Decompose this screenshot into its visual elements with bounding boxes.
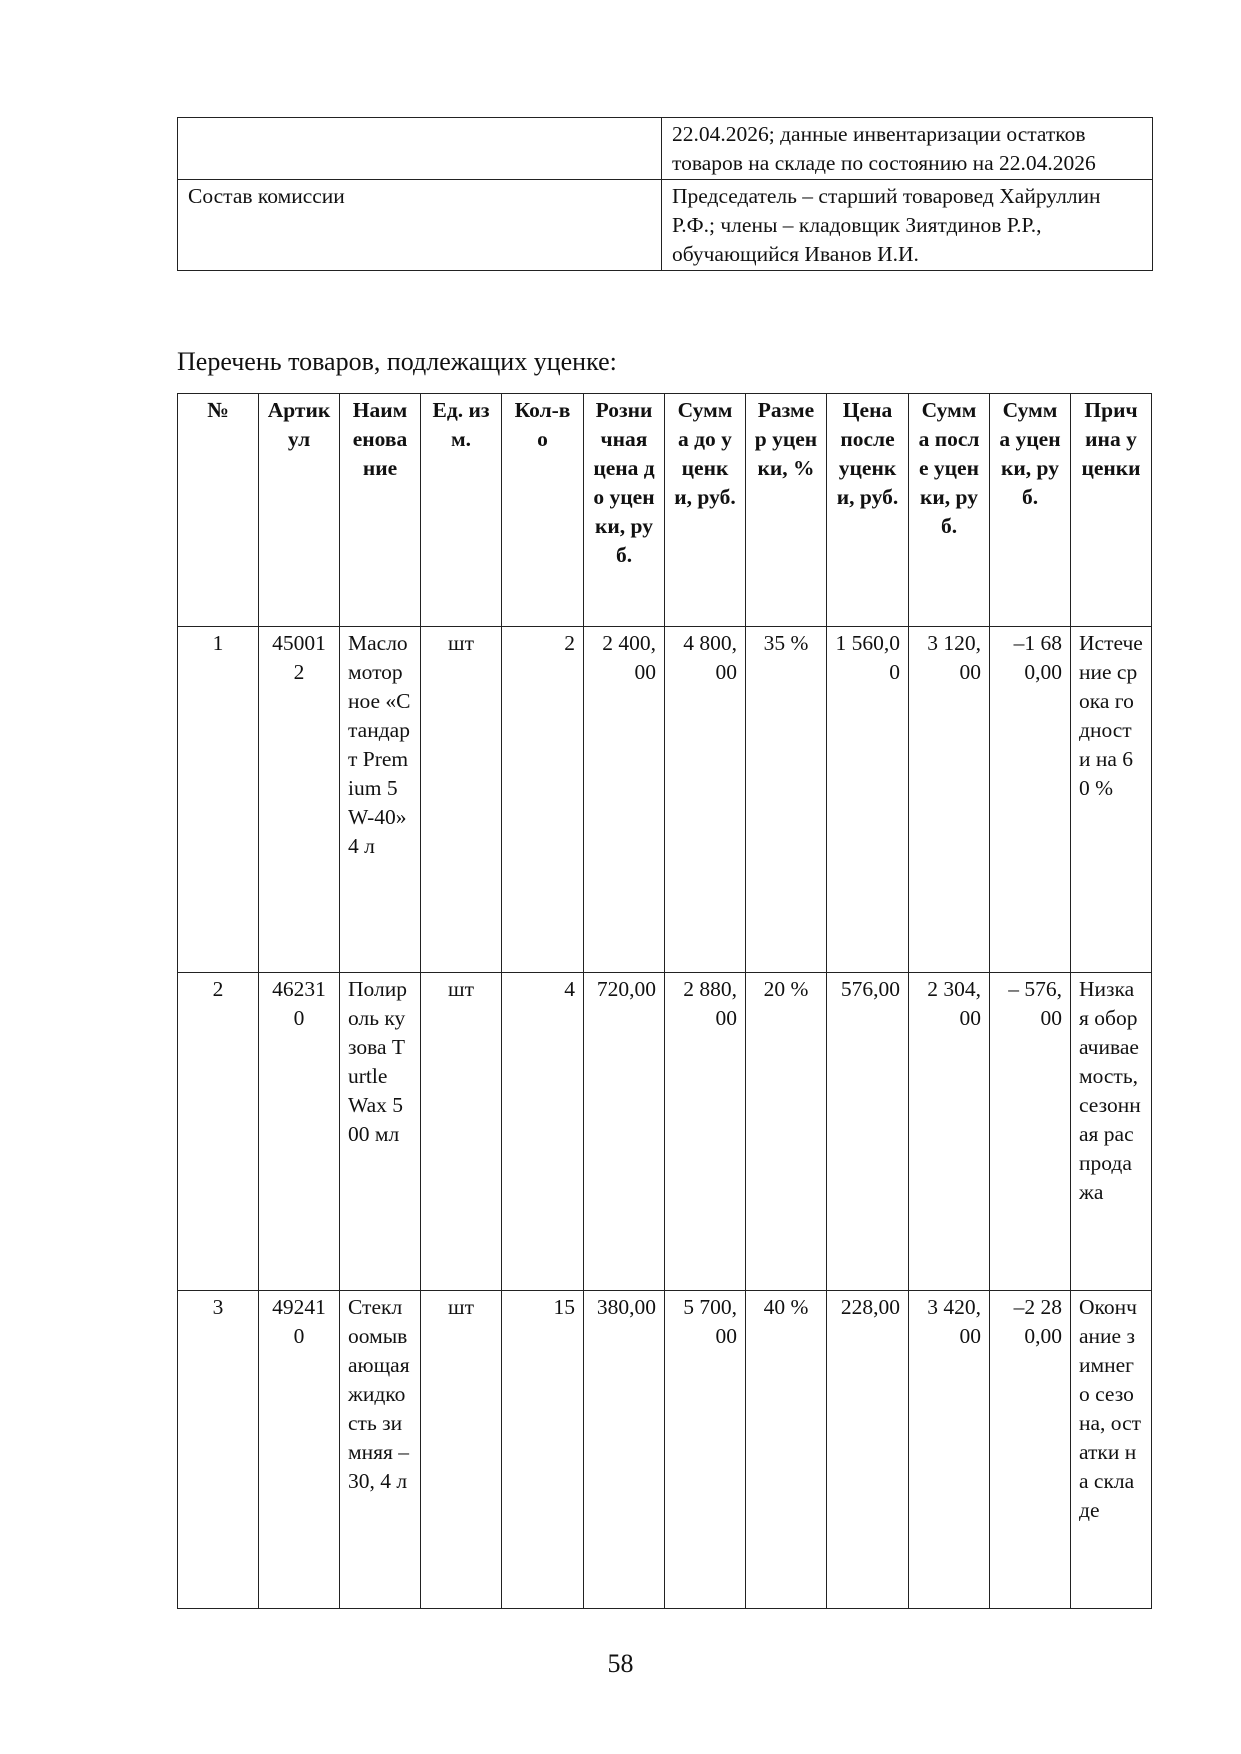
cell-reason: Низкая оборачиваемость, сезонная распродажа: [1071, 973, 1152, 1291]
cell-sum-before: 5 700,00: [665, 1291, 746, 1609]
column-header-unit: Ед. изм.: [421, 394, 502, 627]
table-header-row: [178, 394, 1152, 627]
cell-sum-after: 2 304,00: [909, 973, 990, 1291]
column-header-article: Артикул: [259, 394, 340, 627]
cell-unit: шт: [421, 973, 502, 1291]
cell-quantity: 15: [502, 1291, 584, 1609]
column-header-quantity: Кол-во: [502, 394, 584, 627]
cell-article: 462310: [259, 973, 340, 1291]
info-value: 22.04.2026; данные инвентаризации остатков товаров на складе по состоянию на 22.04.2026: [662, 118, 1153, 180]
cell-sum-before: 2 880,00: [665, 973, 746, 1291]
cell-price-after: 228,00: [827, 1291, 909, 1609]
cell-reason: Окончание зимнего сезона, остатки на складе: [1071, 1291, 1152, 1609]
cell-price-after: 1 560,00: [827, 627, 909, 973]
column-header-price-before: Розничная цена до уценки, руб.: [584, 394, 665, 627]
table-row: [178, 973, 1152, 1291]
column-header-reason: Причина уценки: [1071, 394, 1152, 627]
page-number: 58: [607, 1649, 634, 1678]
column-header-sum-after: Сумма после уценки, руб.: [909, 394, 990, 627]
info-row-commission: [178, 180, 1153, 271]
cell-price-before: 2 400,00: [584, 627, 665, 973]
cell-name: Стеклоомывающая жидкость зимняя –30, 4 л: [340, 1291, 421, 1609]
column-header-discount-sum: Сумма уценки, руб.: [990, 394, 1071, 627]
cell-quantity: 4: [502, 973, 584, 1291]
cell-article: 492410: [259, 1291, 340, 1609]
cell-discount-sum: – 576,00: [990, 973, 1071, 1291]
cell-quantity: 2: [502, 627, 584, 973]
markdown-goods-table: [177, 393, 1152, 1609]
info-value: Председатель – старший товаровед Хайруллин Р.Ф.; члены – кладовщик Зиятдинов Р.Р., обучающийся Иванов И.И.: [662, 180, 1153, 271]
cell-reason: Истечение срока годности на 60 %: [1071, 627, 1152, 973]
cell-price-after: 576,00: [827, 973, 909, 1291]
cell-sum-after: 3 420,00: [909, 1291, 990, 1609]
cell-unit: шт: [421, 1291, 502, 1609]
column-header-sum-before: Сумма до уценки, руб.: [665, 394, 746, 627]
cell-price-before: 720,00: [584, 973, 665, 1291]
cell-discount-percent: 35 %: [746, 627, 827, 973]
column-header-discount-percent: Размер уценки, %: [746, 394, 827, 627]
cell-sum-before: 4 800,00: [665, 627, 746, 973]
table-row: [178, 627, 1152, 973]
cell-article: 450012: [259, 627, 340, 973]
cell-number: 2: [178, 973, 259, 1291]
column-header-name: Наименование: [340, 394, 421, 627]
section-heading: Перечень товаров, подлежащих уценке:: [177, 347, 617, 376]
column-header-price-after: Цена после уценки, руб.: [827, 394, 909, 627]
info-label: Состав комиссии: [178, 180, 662, 271]
table-row: [178, 1291, 1152, 1609]
cell-name: Полироль кузова Turtle Wax 500 мл: [340, 973, 421, 1291]
cell-discount-percent: 20 %: [746, 973, 827, 1291]
info-label: [178, 118, 662, 180]
cell-unit: шт: [421, 627, 502, 973]
info-row-date: [178, 118, 1153, 180]
cell-price-before: 380,00: [584, 1291, 665, 1609]
commission-info-table: [177, 117, 1153, 271]
cell-number: 3: [178, 1291, 259, 1609]
column-header-number: №: [178, 394, 259, 627]
cell-number: 1: [178, 627, 259, 973]
cell-discount-sum: –2 280,00: [990, 1291, 1071, 1609]
cell-name: Масло моторное «Стандарт Premium 5W-40» 4 л: [340, 627, 421, 973]
cell-discount-sum: –1 680,00: [990, 627, 1071, 973]
cell-sum-after: 3 120,00: [909, 627, 990, 973]
cell-discount-percent: 40 %: [746, 1291, 827, 1609]
